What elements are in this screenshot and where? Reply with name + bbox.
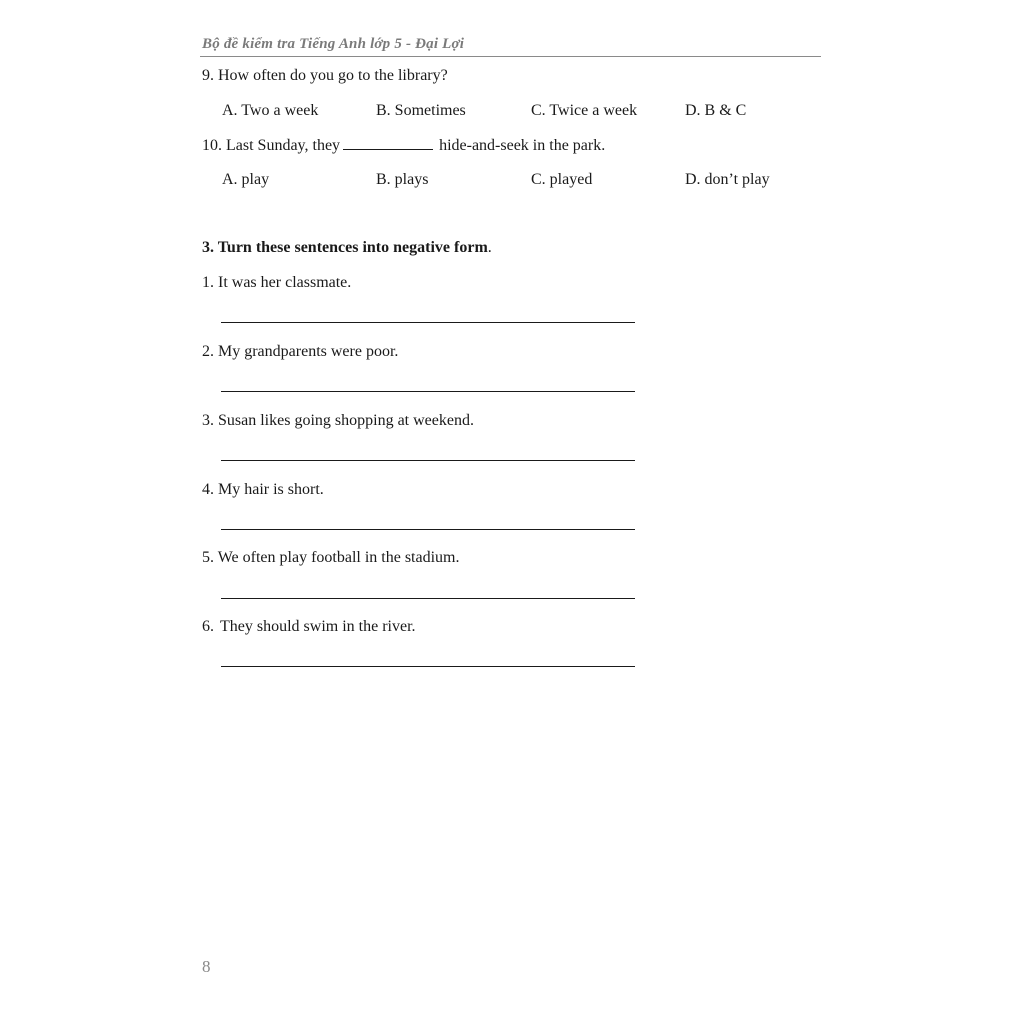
q10-option-a: A. play — [222, 171, 270, 188]
item-text: Susan likes going shopping at weekend. — [218, 412, 474, 429]
question-text-before: Last Sunday, they — [226, 137, 341, 154]
section-number: 3. — [202, 239, 214, 256]
item-text: It was her classmate. — [218, 274, 352, 291]
item-text: My grandparents were poor. — [218, 343, 399, 360]
item-number: 3. — [202, 412, 214, 429]
item-number: 2. — [202, 343, 214, 360]
q9-option-d: D. B & C — [685, 102, 747, 119]
section-title-period: . — [487, 239, 492, 256]
item-text: My hair is short. — [218, 481, 324, 498]
question-10 — [202, 135, 605, 156]
q9-option-c: C. Twice a week — [531, 102, 638, 119]
section-3-title — [202, 238, 492, 258]
answer-line-4 — [221, 529, 635, 530]
exercise-item-3 — [202, 411, 474, 431]
q10-option-d: D. don’t play — [685, 171, 770, 188]
q10-option-b: B. plays — [376, 171, 429, 188]
q10-option-c: C. played — [531, 171, 593, 188]
question-number: 9. — [202, 67, 214, 84]
question-text-after: hide-and-seek in the park. — [439, 137, 606, 154]
header-rule — [200, 56, 821, 57]
answer-line-5 — [221, 598, 635, 599]
answer-line-2 — [221, 391, 635, 392]
page-number: 8 — [202, 957, 211, 976]
item-number: 5. — [202, 549, 214, 566]
exercise-item-5 — [202, 548, 459, 568]
item-number: 6. — [202, 618, 214, 635]
q9-option-a: A. Two a week — [222, 102, 319, 119]
running-header: Bộ đề kiểm tra Tiếng Anh lớp 5 - Đại Lợi — [202, 36, 465, 52]
answer-line-3 — [221, 460, 635, 461]
question-9 — [202, 66, 448, 86]
question-text: How often do you go to the library? — [218, 67, 448, 84]
item-text: They should swim in the river. — [220, 618, 416, 635]
exercise-item-4 — [202, 480, 324, 500]
q9-option-b: B. Sometimes — [376, 102, 466, 119]
exercise-item-1 — [202, 273, 351, 293]
item-number: 4. — [202, 481, 214, 498]
exercise-item-2 — [202, 342, 398, 362]
answer-line-6 — [221, 666, 635, 667]
fill-in-blank — [343, 135, 433, 150]
question-number: 10. — [202, 137, 222, 154]
item-text: We often play football in the stadium. — [217, 549, 460, 566]
item-number: 1. — [202, 274, 214, 291]
exercise-item-6 — [202, 617, 416, 637]
section-title-text: Turn these sentences into negative form — [217, 239, 488, 256]
answer-line-1 — [221, 322, 635, 323]
